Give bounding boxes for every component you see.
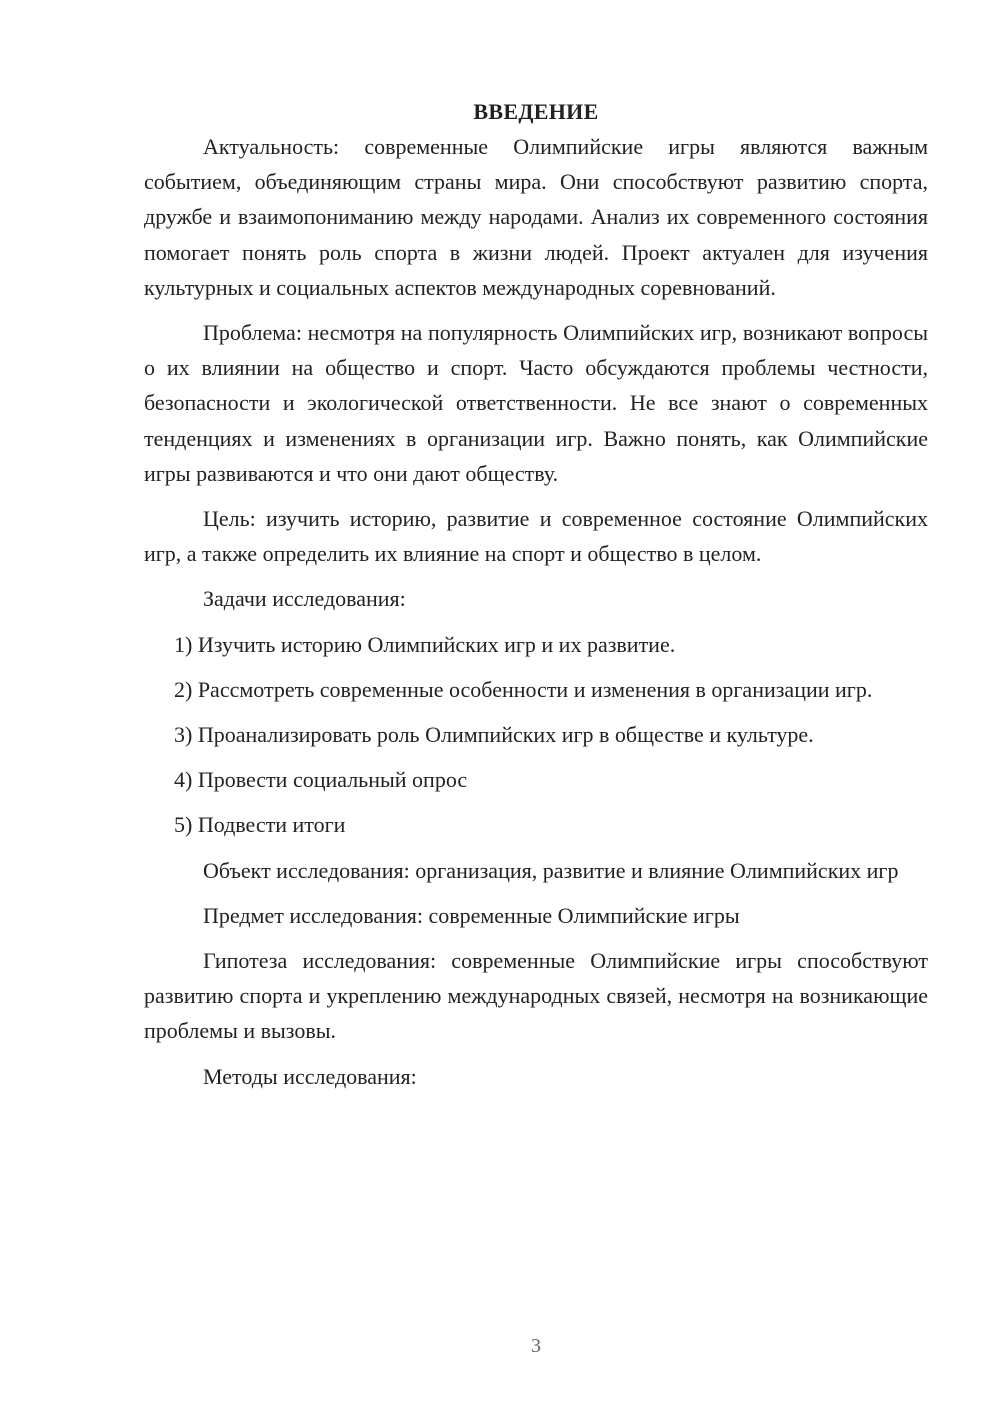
tasks-heading: Задачи исследования: — [203, 586, 406, 612]
subject-paragraph: Предмет исследования: современные Олимпийские игры — [203, 902, 740, 928]
object-paragraph: Объект исследования: организация, развитие и влияние Олимпийских игр — [203, 857, 899, 883]
task-item-5: 5) Подвести итоги — [174, 812, 346, 838]
problem-paragraph: Проблема: несмотря на популярность Олимпийских игр, возникают вопросы о их влиянии на общество и спорт. Часто обсуждаются проблемы честности, безопасности и экологической ответственности. Не все знают о современных тенденциях и изменениях в организации игр. Важно понять, как Олимпийские игры развиваются и что они дают обществу. — [144, 320, 928, 486]
task-item-2: 2) Рассмотреть современные особенности и изменения в организации игр. — [174, 676, 873, 702]
relevance-paragraph: Актуальность: современные Олимпийские игры являются важным событием, объединяющим страны мира. Они способствуют развитию спорта, дружбе и взаимопониманию между народами. Анализ их современного состояния помогает понять роль спорта в жизни людей. Проект актуален для изучения культурных и социальных аспектов международных соревнований. — [144, 134, 928, 300]
task-item-3: 3) Проанализировать роль Олимпийских игр в обществе и культуре. — [174, 722, 814, 748]
task-item-4: 4) Провести социальный опрос — [174, 767, 468, 793]
page-content — [144, 94, 928, 1104]
hypothesis-paragraph: Гипотеза исследования: современные Олимпийские игры способствуют развитию спорта и укреплению международных связей, несмотря на возникающие проблемы и вызовы. — [144, 948, 928, 1044]
page-title: ВВЕДЕНИЕ — [473, 99, 599, 124]
goal-paragraph: Цель: изучить историю, развитие и современное состояние Олимпийских игр, а также определить их влияние на спорт и общество в целом. — [144, 506, 928, 567]
methods-heading: Методы исследования: — [203, 1063, 417, 1089]
task-item-1: 1) Изучить историю Олимпийских игр и их развитие. — [174, 631, 676, 657]
page-number: 3 — [531, 1335, 541, 1357]
